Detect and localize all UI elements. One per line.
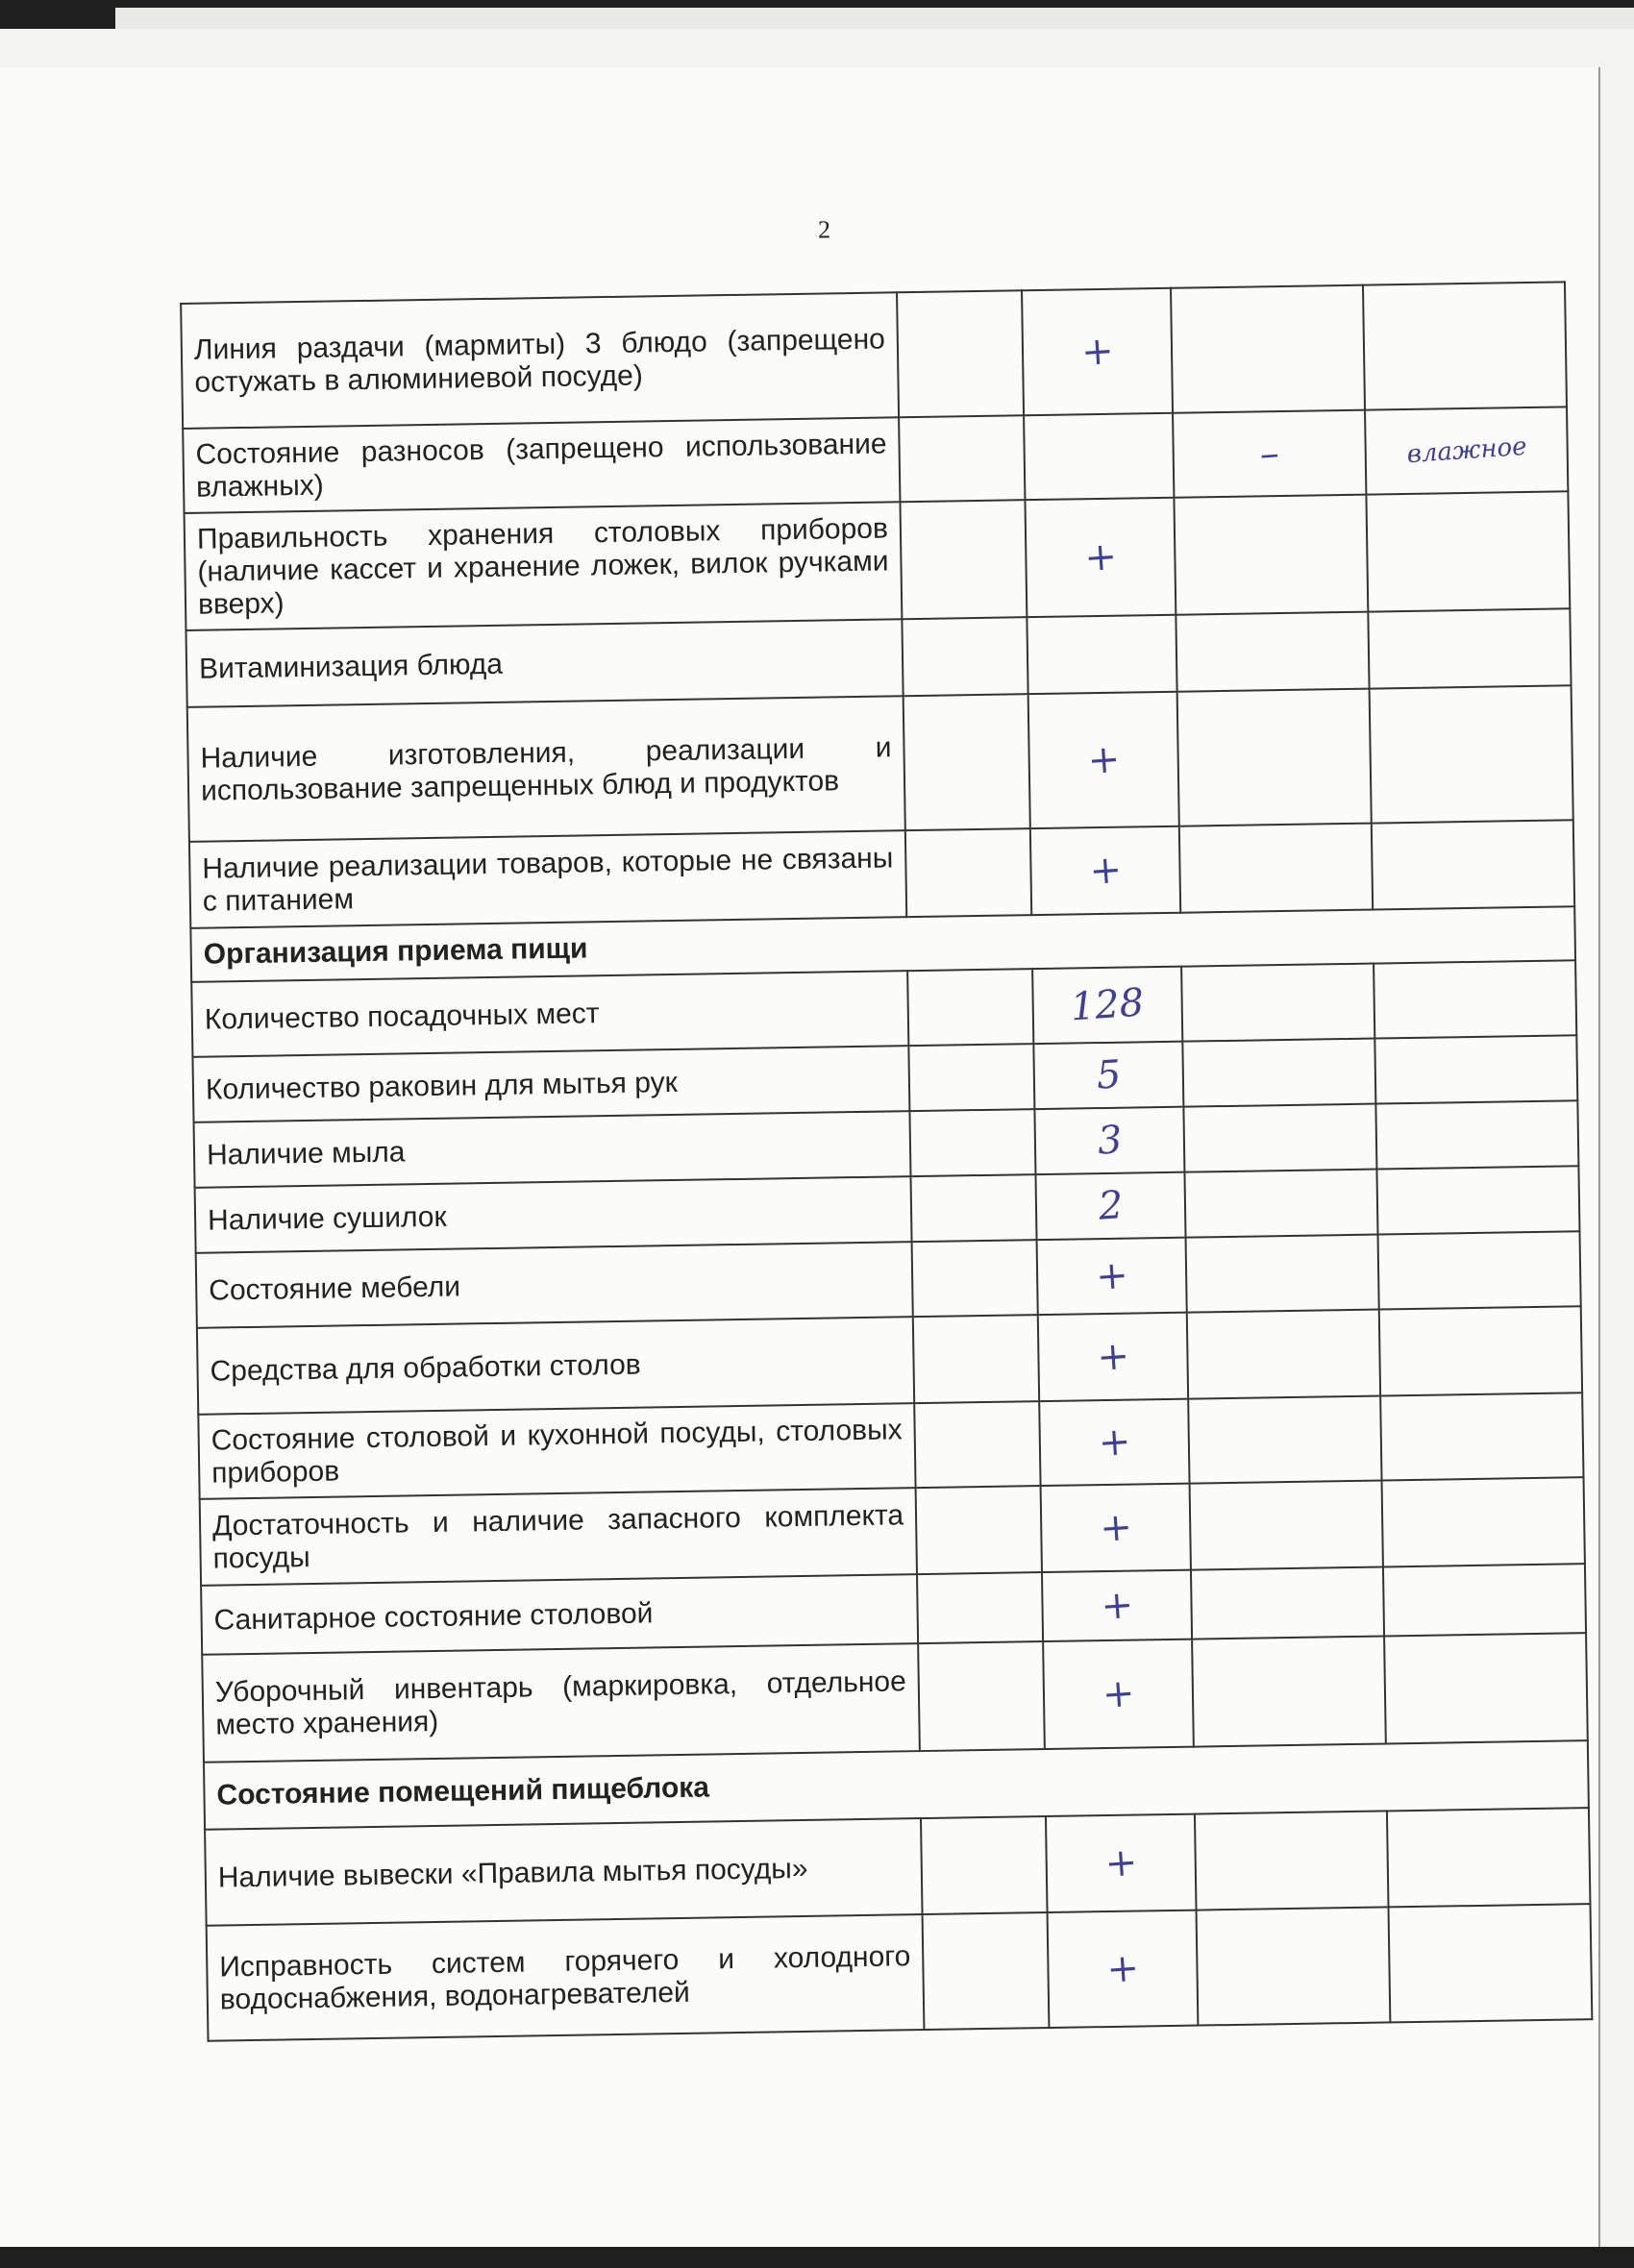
criterion-label: Количество посадочных мест (191, 971, 908, 1057)
section-heading: Организация приема пищи (190, 906, 1575, 982)
mark-cell-1 (916, 1486, 1042, 1574)
mark-cell-4 (1376, 1166, 1579, 1234)
mark-cell-2 (1034, 1107, 1184, 1174)
mark-cell-2 (1037, 1238, 1187, 1315)
mark-cell-2 (1030, 826, 1180, 915)
mark-cell-3 (1182, 1039, 1375, 1107)
table-row (181, 282, 1567, 429)
mark-cell-2 (1046, 1814, 1197, 1912)
criterion-label: Линия раздачи (мармиты) 3 блюдо (запрещено остужать в алюминиевой посуде) (181, 292, 899, 429)
criterion-label: Санитарное состояние столовой (201, 1574, 918, 1655)
mark-cell-1 (904, 694, 1030, 830)
mark-cell-4 (1384, 1633, 1588, 1743)
criterion-label: Витаминизация блюда (186, 619, 903, 707)
section-heading: Состояние помещений пищеблока (204, 1740, 1589, 1830)
mark-cell-2 (1033, 1042, 1183, 1109)
handwritten-mark: + (1085, 736, 1122, 784)
mark-cell-3 (1174, 495, 1368, 615)
handwritten-mark: 3 (1096, 1118, 1124, 1164)
mark-cell-3 (1183, 1104, 1376, 1172)
mark-cell-2 (1035, 1172, 1185, 1240)
criterion-label: Исправность систем горячего и холодного водоснабжения, водонагревателей (207, 1914, 925, 2041)
mark-cell-2 (1042, 1570, 1192, 1641)
criterion-label: Средства для обработки столов (197, 1317, 914, 1415)
mark-cell-3 (1191, 1566, 1384, 1639)
page-number: 2 (817, 215, 831, 244)
mark-cell-3 (1177, 689, 1372, 826)
paper-sheet (0, 67, 1600, 2247)
mark-cell-1 (909, 1109, 1035, 1176)
mark-cell-2 (1048, 1911, 1199, 2028)
handwritten-mark: + (1102, 1839, 1139, 1886)
mark-cell-3 (1171, 285, 1365, 413)
mark-cell-4 (1375, 1100, 1578, 1169)
handwritten-mark: 2 (1097, 1183, 1125, 1229)
mark-cell-1 (923, 1912, 1050, 2030)
mark-cell-2 (1025, 498, 1176, 617)
criterion-label: Наличие сушилок (195, 1176, 912, 1253)
handwritten-mark: – (1258, 431, 1281, 477)
mark-cell-4 (1378, 1231, 1581, 1309)
mark-cell-1 (902, 617, 1027, 696)
mark-cell-3 (1173, 410, 1366, 498)
mark-cell-2 (1043, 1639, 1194, 1749)
handwritten-mark: + (1104, 1945, 1141, 1992)
mark-cell-2 (1039, 1399, 1189, 1486)
handwritten-mark: 5 (1095, 1052, 1123, 1098)
mark-cell-3 (1179, 824, 1373, 913)
criterion-label: Количество раковин для мытья рук (192, 1046, 909, 1122)
handwritten-mark: + (1098, 1504, 1134, 1551)
mark-cell-2 (1024, 413, 1174, 500)
mark-cell-3 (1184, 1170, 1377, 1238)
table-row (185, 491, 1571, 630)
criterion-label: Состояние столовой и кухонной посуды, столовых приборов (198, 1403, 915, 1499)
mark-cell-4 (1379, 1306, 1582, 1395)
handwritten-mark: + (1079, 328, 1115, 376)
mark-cell-3 (1188, 1396, 1381, 1484)
criterion-label: Правильность хранения столовых приборов (наличие кассет и хранение ложек, вилок ручками вверх) (185, 502, 903, 630)
mark-cell-1 (897, 290, 1024, 417)
table-row (187, 685, 1573, 842)
handwritten-mark: + (1101, 1670, 1136, 1717)
mark-cell-3 (1192, 1636, 1386, 1746)
mark-cell-2 (1022, 288, 1173, 415)
mark-cell-4 (1370, 685, 1573, 823)
mark-cell-3 (1176, 612, 1369, 692)
criterion-label: Состояние мебели (196, 1242, 913, 1328)
mark-cell-4 (1374, 1035, 1577, 1103)
mark-cell-4 (1380, 1393, 1583, 1480)
criterion-label: Наличие реализации товаров, которые не связаны с питанием (189, 830, 906, 928)
handwritten-mark: + (1099, 1582, 1135, 1629)
criterion-label: Наличие мыла (194, 1111, 911, 1188)
mark-cell-1 (917, 1572, 1043, 1643)
mark-cell-4 (1363, 282, 1567, 409)
mark-cell-3 (1190, 1480, 1383, 1569)
handwritten-mark: + (1095, 1333, 1131, 1380)
handwritten-mark: 128 (1069, 980, 1146, 1030)
table-row (207, 1904, 1593, 2041)
handwritten-mark: + (1082, 533, 1119, 581)
criterion-label: Достаточность и наличие запасного комплекта посуды (200, 1488, 917, 1586)
criterion-label: Наличие изготовления, реализации и использование запрещенных блюд и продуктов (187, 696, 905, 842)
criterion-label: Уборочный инвентарь (маркировка, отдельное место хранения) (202, 1643, 920, 1763)
mark-cell-1 (905, 828, 1031, 917)
mark-cell-3 (1197, 1907, 1391, 2025)
mark-cell-2 (1041, 1484, 1191, 1572)
mark-cell-4 (1383, 1564, 1586, 1636)
mark-cell-1 (921, 1816, 1048, 1914)
handwritten-mark: + (1097, 1418, 1132, 1466)
mark-cell-1 (912, 1240, 1038, 1317)
mark-cell-1 (900, 500, 1027, 619)
mark-cell-3 (1181, 964, 1374, 1042)
mark-cell-4 (1387, 1808, 1591, 1907)
mark-cell-4 (1365, 407, 1568, 494)
mark-cell-4 (1372, 820, 1574, 909)
mark-cell-1 (914, 1401, 1040, 1488)
mark-cell-3 (1186, 1235, 1379, 1313)
mark-cell-4 (1374, 960, 1576, 1038)
mark-cell-1 (899, 415, 1025, 502)
mark-cell-4 (1368, 608, 1571, 688)
mark-cell-3 (1195, 1811, 1389, 1910)
mark-cell-1 (910, 1174, 1036, 1242)
mark-cell-2 (1038, 1313, 1188, 1401)
handwritten-mark: + (1087, 847, 1124, 895)
mark-cell-2 (1027, 615, 1176, 694)
handwritten-mark: влажное (1405, 431, 1528, 470)
handwritten-mark: + (1094, 1252, 1129, 1299)
mark-cell-2 (1028, 692, 1179, 828)
criterion-label: Состояние разносов (запрещено использование влажных) (183, 417, 900, 513)
mark-cell-1 (918, 1641, 1045, 1751)
criterion-label: Наличие вывески «Правила мытья посуды» (205, 1818, 922, 1926)
mark-cell-1 (907, 969, 1033, 1046)
mark-cell-2 (1032, 967, 1182, 1044)
mark-cell-3 (1187, 1310, 1380, 1399)
checklist-table (180, 281, 1593, 2041)
mark-cell-4 (1366, 491, 1570, 611)
mark-cell-1 (908, 1044, 1034, 1111)
mark-cell-1 (913, 1315, 1039, 1403)
mark-cell-4 (1388, 1904, 1592, 2022)
document-page (178, 151, 1595, 2267)
mark-cell-4 (1382, 1477, 1585, 1566)
